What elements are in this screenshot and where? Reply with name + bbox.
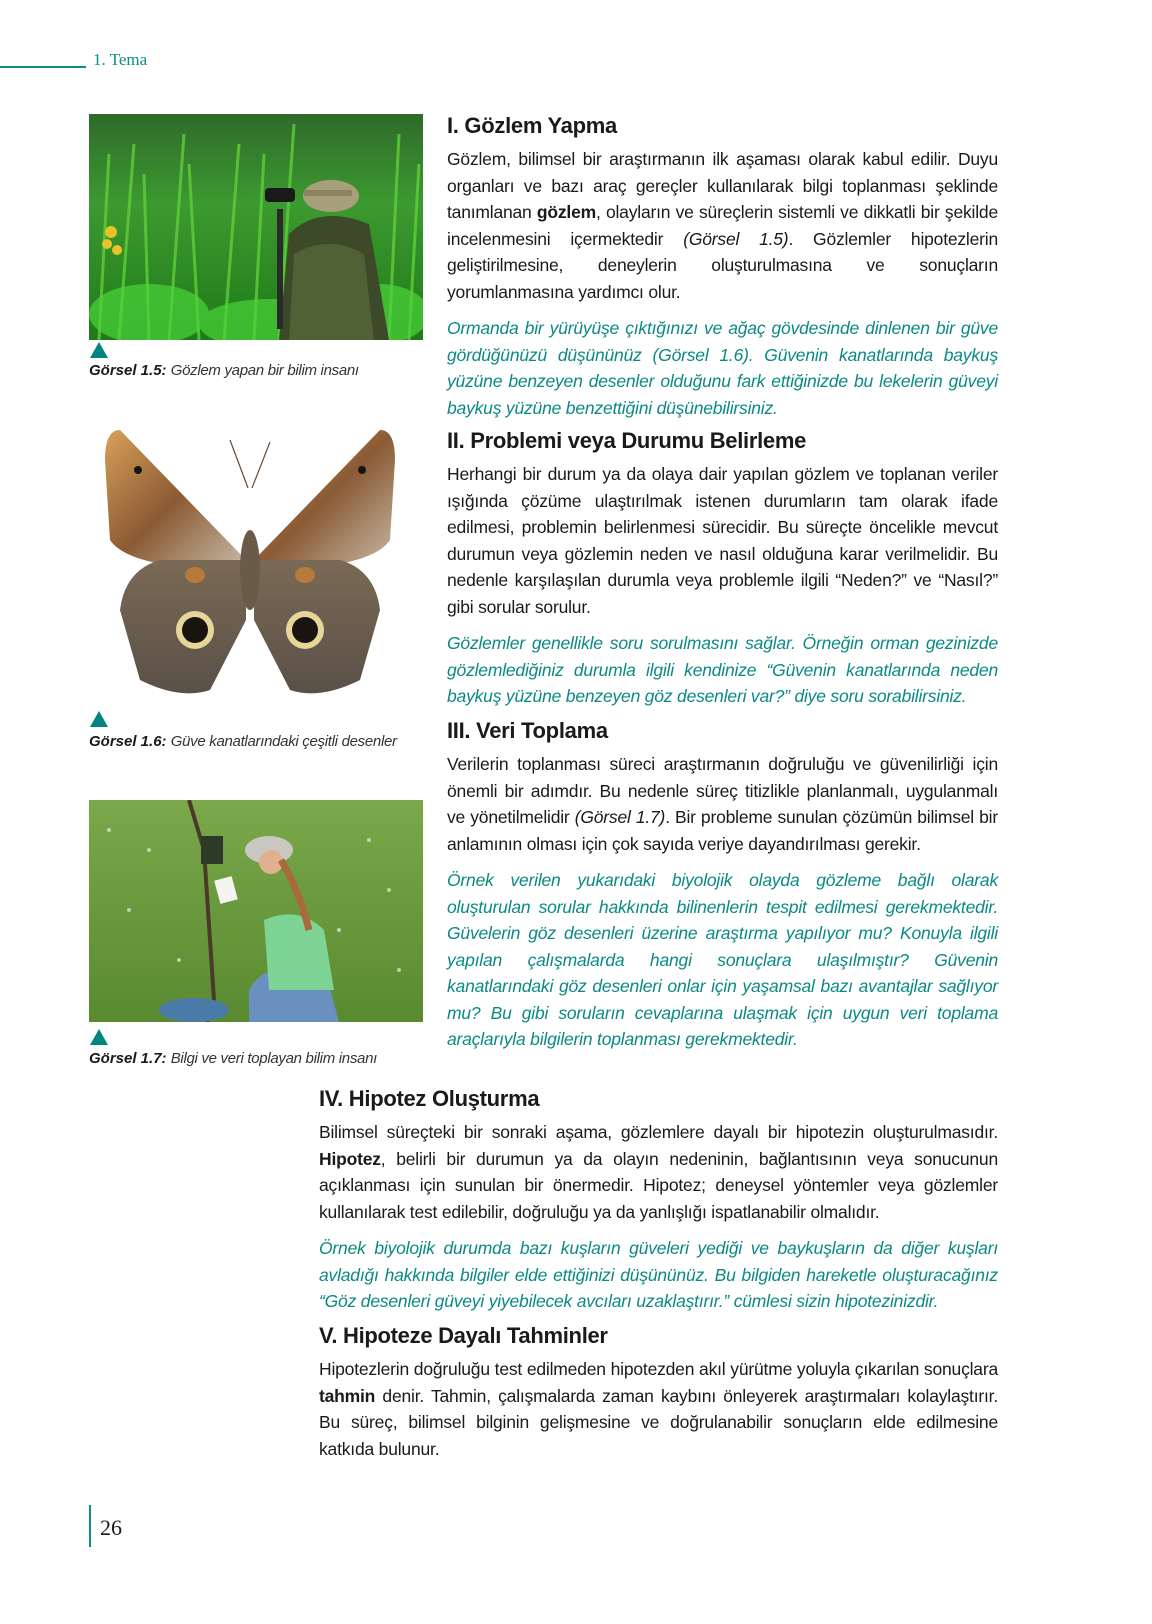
figure-caption-text: Güve kanatlarındaki çeşitli desenler [170,733,397,750]
header-rule [0,66,86,68]
section-2-title: II. Problemi veya Durumu Belirleme [447,428,807,453]
section-2-note: Gözlemler genellikle soru sorulmasını sağlar. Örneğin orman gezinizde gözlemlediğiniz durumla ilgili kendinize “Güvenin kanatlarında neden baykuş yüzüne benzeyen göz desenleri var?” diye soru sorabilirsiniz. [447,633,998,706]
owl-butterfly-icon [100,420,400,700]
text-run: . Bir probleme sunulan çözümün bilimsel bir anlamının olması için çok sayıda veriye dayandırılması gerekir. [447,807,998,854]
text-run: Bilimsel süreçteki bir sonraki aşama, gözlemlere dayalı bir hipotezin oluşturulmasıdır. [319,1122,998,1142]
section-5 [319,1323,998,1462]
text-run: Gözlem, bilimsel bir araştırmanın ilk aşaması olarak kabul edilir. Duyu organları ve bazı araç gereçler kullanılarak bilgi toplanması şeklinde tanımlanan [447,149,998,222]
field-researcher-photo-icon [89,800,423,1022]
observer-photo-icon [89,114,423,340]
section-3-title: III. Veri Toplama [447,718,608,743]
figure-label: Görsel 1.6: [89,733,167,750]
section-3-note: Örnek verilen yukarıdaki biyolojik olayda gözleme bağlı olarak oluşturulan sorular hakkında bilinenlerin tespit edilmesi gerekmektedir. Güvelerin göz desenleri üzerine araştırma yapılıyor mu? Konuyla ilgili yapılan çalışmalarda hangi sonuçlara ulaşılmıştır? Güvenin kanatlarındaki göz desenleri onlar için yaşamsal bazı avantajlar sağlıyor mu? Bu gibi soruların cevaplarına ulaşmak için uygun veri toplama araçlarıyla bilgilerin toplanması gerekmektedir. [447,870,998,1049]
figure-label: Görsel 1.7: [89,1050,167,1067]
text-run: Verilerin toplanması süreci araştırmanın doğruluğu ve güvenilirliği için önemli bir adımdır. Bu nedenle süreç titizlikle planlanmalı, uygulanmalı ve yönetilmelidir [447,754,998,827]
text-run: , belirli bir durumun ya da olayın nedeninin, bağlantısının veya sonucunun açıklanması için sunulan bir önermedir. Hipotez; deneysel yöntemler veya gözlemler kullanılarak test edilebilir, doğruluğu ya da yanlışlığı ispatlanabilir olmalıdır. [319,1148,998,1222]
triangle-marker-icon [90,1029,108,1045]
section-1-note: Ormanda bir yürüyüşe çıktığınızı ve ağaç gövdesinde dinlenen bir güve gördüğünüzü düşününüz (Görsel 1.6). Güvenin kanatlarında baykuş yüzüne benzeyen desenler olduğunu fark ettiğinizde bu lekelerin güveyi baykuş yüzüne benzettiğini düşünebilirsiniz. [447,318,998,418]
section-2-body: Herhangi bir durum ya da olaya dair yapılan gözlem ve toplanan veriler ışığında çözüme ulaştırılmak istenen durumların tam olarak ifade edilmesi, problemin belirlenmesi sürecidir. Bu süreçte öncelikle mevcut durumun veya gözlemin neden ve nasıl olduğuna karar verilmelidir. Bu nedenle karşılaşılan durumla veya problemle ilgili “Neden?” ve “Nasıl?” gibi sorular sorulur. [447,464,998,617]
figure-caption-text: Bilgi ve veri toplayan bilim insanı [170,1050,377,1067]
figure-1-5-image [89,114,423,340]
triangle-marker-icon [90,711,108,727]
section-1-body [447,146,998,305]
section-1 [447,113,998,421]
page-number-rule [89,1505,91,1547]
text-run: , olayların ve süreçlerin sistemli ve dikkatli bir şekilde incelenmesini içermektedir [447,202,998,249]
section-5-title: V. Hipoteze Dayalı Tahminler [319,1323,608,1348]
section-4 [319,1086,998,1315]
figure-1-7-image [89,800,423,1022]
figure-1-7-caption [89,1050,377,1067]
section-3-body [447,751,998,857]
text-run: denir. Tahmin, çalışmalarda zaman kaybını önleyerek araştırmaları kolaylaştırır. Bu süreç, bilimsel bilginin gelişmesine ve doğrulanabilir sonuçların elde edilmesine katkıda bulunur. [319,1385,998,1459]
figure-caption-text: Gözlem yapan bir bilim insanı [170,362,359,379]
text-run: Hipotezlerin doğruluğu test edilmeden hipotezden akıl yürütme yoluyla çıkarılan sonuçlara [319,1359,998,1379]
figure-1-5-caption [89,362,359,379]
section-1-title: I. Gözlem Yapma [447,113,617,138]
section-2 [447,428,998,710]
figure-label: Görsel 1.5: [89,362,167,379]
figure-reference: (Görsel 1.7) [574,807,666,827]
page-number: 26 [100,1515,122,1540]
term-bold: Hipotez [319,1148,381,1169]
term-bold: tahmin [319,1385,376,1406]
figure-1-6-caption [89,733,397,750]
section-4-note: Örnek biyolojik durumda bazı kuşların güveleri yediği ve baykuşların da diğer kuşları avladığı hakkında bilgiler elde ettiğinizi düşününüz. Bu bilgiden hareketle oluşturacağınız “Göz desenleri güveyi yiyebilecek avcıları uzaklaştırır.” cümlesi sizin hipotezinizdir. [319,1238,998,1311]
section-3 [447,718,998,1053]
section-4-title: IV. Hipotez Oluşturma [319,1086,540,1111]
term-bold: gözlem [536,202,596,222]
triangle-marker-icon [90,342,108,358]
section-4-body [319,1119,998,1225]
chapter-label: 1. Tema [93,50,148,69]
figure-reference: (Görsel 1.5) [683,228,789,249]
figure-1-6-image [100,420,400,700]
section-5-body [319,1356,998,1462]
text-run: . Gözlemler hipotezlerin geliştirilmesine, deneylerin oluşturulmasına ve sonuçların yorumlanmasına yardımcı olur. [447,228,999,302]
